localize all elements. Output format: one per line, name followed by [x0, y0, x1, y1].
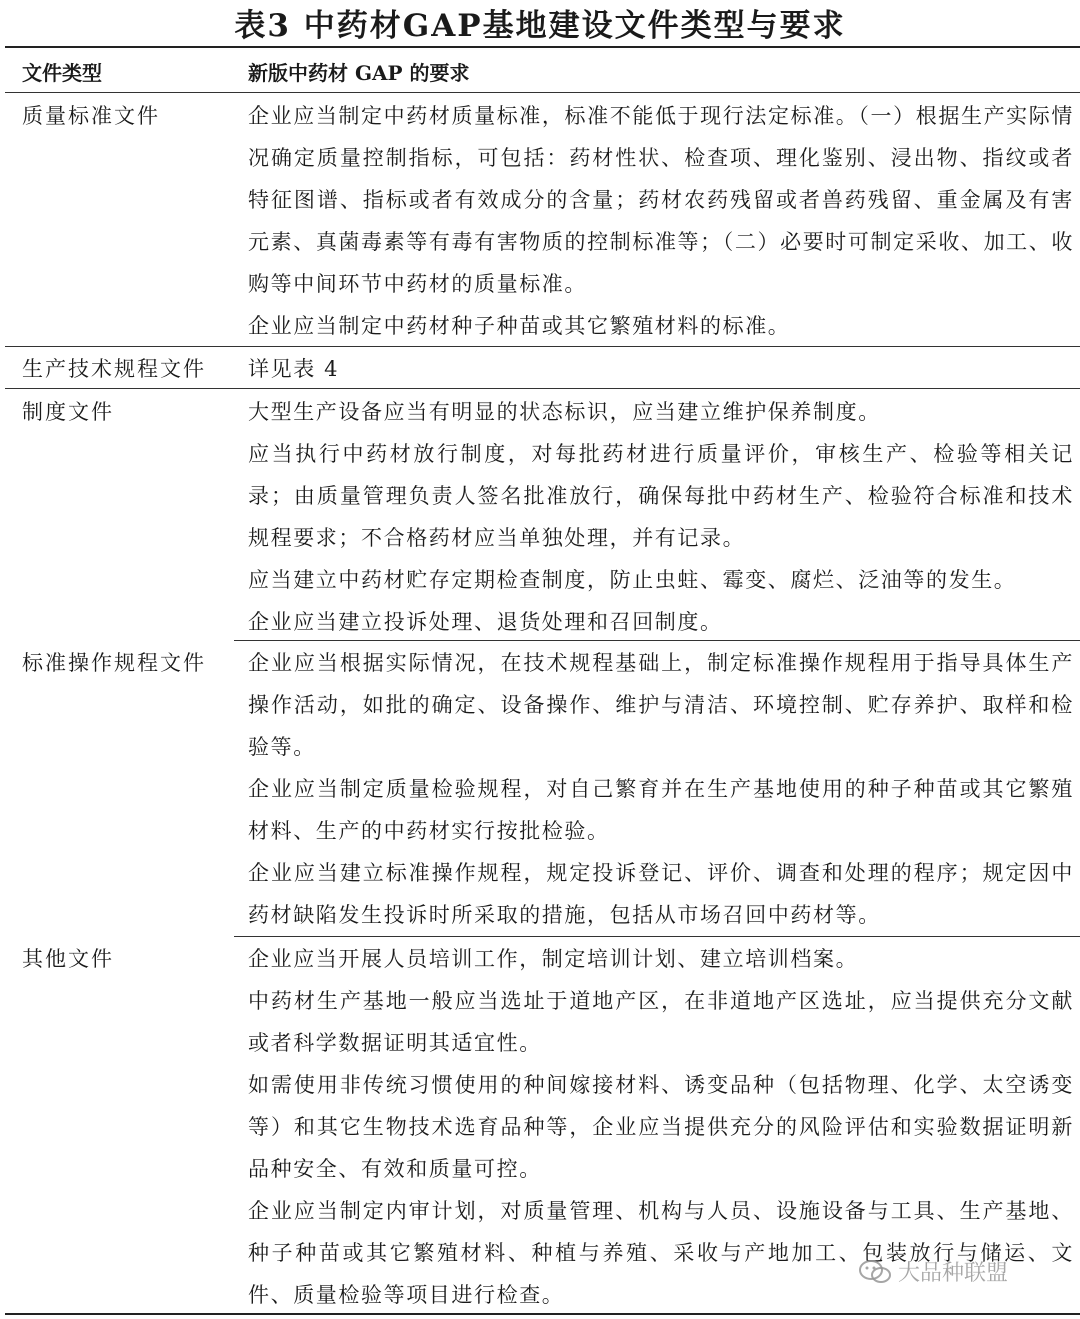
- row-content-system: [248, 391, 1074, 643]
- row-label-sop: 标准操作规程文件: [22, 651, 206, 675]
- row-content-production-tech: [248, 348, 1074, 390]
- paragraph: 如需使用非传统习惯使用的种间嫁接材料、诱变品种（包括物理、化学、太空诱变等）和其它生物技术选育品种等，企业应当提供充分的风险评估和实验数据证明新品种安全、有效和质量可控。: [248, 1073, 1074, 1181]
- paragraph: 应当建立中药材贮存定期检查制度，防止虫蛀、霉变、腐烂、泛油等的发生。: [248, 568, 1017, 592]
- row-content-sop: [248, 642, 1074, 936]
- row-label-production-tech: 生产技术规程文件: [22, 357, 206, 381]
- watermark-text: 大品种联盟: [898, 1261, 1009, 1286]
- header-file-type: 文件类型: [22, 61, 102, 85]
- paragraph: 大型生产设备应当有明显的状态标识，应当建立维护保养制度。: [248, 400, 881, 424]
- paragraph: 企业应当根据实际情况，在技术规程基础上，制定标准操作规程用于指导具体生产操作活动，如批的确定、设备操作、维护与清洁、环境控制、贮存养护、取样和检验等。: [248, 651, 1074, 759]
- header-rule: [5, 92, 1080, 93]
- row-label-system: 制度文件: [22, 400, 114, 424]
- paragraph: 企业应当建立投诉处理、退货处理和召回制度。: [248, 610, 723, 634]
- paragraph: 应当执行中药材放行制度，对每批药材进行质量评价，审核生产、检验等相关记录；由质量管理负责人签名批准放行，确保每批中药材生产、检验符合标准和技术规程要求；不合格药材应当单独处理，并有记录。: [248, 442, 1074, 550]
- paragraph: 企业应当制定内审计划，对质量管理、机构与人员、设施设备与工具、生产基地、种子种苗或其它繁殖材料、种植与养殖、采收与产地加工、包装放行与储运、文件、质量检验等项目进行检查。: [248, 1199, 1074, 1307]
- wechat-icon: [858, 1259, 892, 1285]
- row-divider: [5, 346, 1080, 347]
- top-rule: [5, 46, 1080, 48]
- row-label-other: 其他文件: [22, 947, 114, 971]
- paragraph: 企业应当制定中药材种子种苗或其它繁殖材料的标准。: [248, 314, 791, 338]
- paragraph: 企业应当制定质量检验规程，对自己繁育并在生产基地使用的种子种苗或其它繁殖材料、生产的中药材实行按批检验。: [248, 777, 1074, 843]
- bottom-rule: [5, 1313, 1080, 1315]
- table-title: 表3 中药材GAP基地建设文件类型与要求: [234, 8, 846, 44]
- header-requirements: 新版中药材 GAP 的要求: [248, 61, 470, 85]
- row-divider: [234, 640, 1080, 641]
- paragraph: 企业应当制定中药材质量标准，标准不能低于现行法定标准。（一）根据生产实际情况确定质量控制指标，可包括：药材性状、检查项、理化鉴别、浸出物、指纹或者特征图谱、指标或者有效成分的含量；药材农药残留或者兽药残留、重金属及有害元素、真菌毒素等有毒有害物质的控制标准等；（二）必要时可制定采收、加工、收购等中间环节中药材的质量标准。: [248, 104, 1074, 296]
- row-divider: [5, 388, 1080, 389]
- row-content-quality-standard: [248, 95, 1074, 347]
- watermark: [858, 1256, 1008, 1287]
- row-divider: [234, 936, 1080, 937]
- row-label-quality-standard: 质量标准文件: [22, 104, 160, 128]
- paragraph: 企业应当开展人员培训工作，制定培训计划、建立培训档案。: [248, 947, 859, 971]
- paragraph: 中药材生产基地一般应当选址于道地产区，在非道地产区选址，应当提供充分文献或者科学数据证明其适宜性。: [248, 989, 1074, 1055]
- paragraph: 企业应当建立标准操作规程，规定投诉登记、评价、调查和处理的程序；规定因中药材缺陷发生投诉时所采取的措施，包括从市场召回中药材等。: [248, 861, 1074, 927]
- paragraph: 详见表 4: [248, 357, 340, 381]
